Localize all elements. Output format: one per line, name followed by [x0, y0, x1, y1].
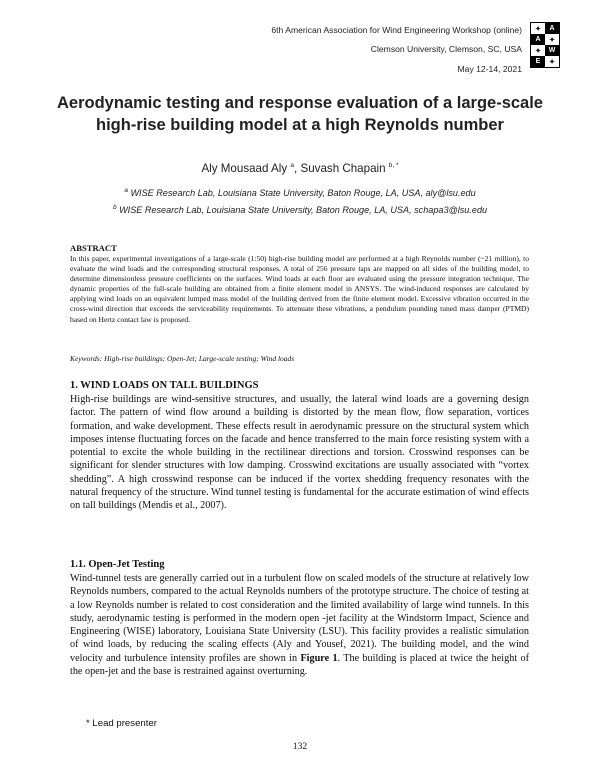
author-2-affil-mark: b, *	[388, 162, 399, 170]
author-1-affil-mark: a	[290, 162, 295, 170]
affiliation-text: WISE Research Lab, Louisiana State University, Baton Rouge, LA, USA, schapa3@lsu.edu	[119, 205, 488, 215]
affiliation-mark: b	[112, 203, 117, 211]
figure-1-reference: Figure 1	[300, 652, 338, 664]
abstract-heading: ABSTRACT	[70, 243, 117, 253]
author-list	[0, 162, 600, 175]
page-number: 132	[292, 741, 308, 752]
title-line-1: Aerodynamic testing and response evaluation of a large-scale	[57, 94, 543, 112]
affiliation-a	[0, 188, 600, 198]
affiliation-mark: a	[124, 186, 128, 194]
logo-letter-a1: A	[545, 23, 559, 34]
author-separator: ,	[294, 162, 301, 175]
aawe-logo	[530, 22, 560, 68]
section-1-1-heading: 1.1. Open-Jet Testing	[70, 559, 165, 570]
author-1: Aly Mousaad Aly	[201, 162, 288, 175]
conference-name: 6th American Association for Wind Engineering Workshop (online)	[271, 25, 522, 35]
logo-ornament: ✦	[549, 58, 555, 66]
affiliation-text: WISE Research Lab, Louisiana State University, Baton Rouge, LA, USA, aly@lsu.edu	[130, 188, 476, 198]
footnote-lead-presenter: * Lead presenter	[86, 718, 157, 729]
section-1-1-text	[70, 572, 529, 678]
logo-ornament: ✦	[535, 25, 541, 33]
section-1-heading: 1. WIND LOADS ON TALL BUILDINGS	[70, 380, 259, 391]
logo-ornament: ✦	[535, 47, 541, 55]
logo-letter-e: E	[531, 56, 545, 67]
section-1-1-text-start: Wind-tunnel tests are generally carried out in a turbulent flow on scaled models of the structure at relatively low Reynolds numbers, compared to the actual Reynolds numbers of the prototype structure. The choice of testing at a low Reynolds number is related to cost consideration and the limited availability of large wind tunnels. In this study, aerodynamic testing is performed in the modern open -jet facility at the Windstorm Impact, Science and Engineering (WISE) laboratory, Louisiana State University (LSU). This facility provides a realistic simulation of wind loads, by reducing the scaling effects (Aly and Yousef, 2021). The building model, and the wind velocity and turbulence intensity profiles are shown in	[70, 573, 529, 664]
author-2: Suvash Chapain	[300, 162, 386, 175]
abstract-text: In this paper, experimental investigations of a large-scale (1:50) high-rise building model are performed at a high Reynolds number (~21 million), to evaluate the wind loads and the corresponding structural responses. A total of 256 pressure taps are mapped on all sides of the building model, to determine dimensionless pressure coefficients on the surfaces. Wind loads at each floor are evaluated using the pressure integration technique. The dynamic properties of the full-scale building are obtained from a finite element model in ANSYS. The wind-induced responses are calculated by applying wind loads on an equivalent lumped mass model of the building derived from the finite element model. Excessive vibration occurred in the cross-wind direction that exceeds the serviceability requirements. To attenuate these vibrations, a pendulum pounding tuned mass damper (PTMD) based on Hertz contact law is proposed.	[70, 254, 529, 324]
section-1-text: High-rise buildings are wind-sensitive structures, and usually, the lateral wind loads are a governing design factor. The pattern of wind flow around a building is distorted by the mean flow, flow separation, vortices formation, and wake development. These effects result in aerodynamic pressure on the structural system which imposes intense fluctuating forces on the facade and hence transferred to the main force resisting system with a potential to excite the whole building in the rectilinear directions and torsion. Crosswind responses can be significant for slender structures with low damping. Crosswind excitations are usually associated with “vortex shedding”. A high crosswind response can be induced if the vortex shedding frequency resonates with the natural frequency of the structure. Wind tunnel testing is fundamental for the accurate estimation of wind effects on tall buildings (Mendis et al., 2007).	[70, 394, 529, 512]
section-1-1-text-end: . The building is placed at twice the height of the open-jet and the base is restrained against overturning.	[70, 652, 529, 678]
logo-ornament: ✦	[549, 36, 555, 44]
keywords: Keywords: High-rise buildings; Open-Jet; Large-scale testing; Wind loads	[70, 354, 295, 363]
conference-dates: May 12-14, 2021	[457, 64, 522, 74]
logo-letter-w: W	[545, 45, 559, 56]
paper-title	[40, 92, 560, 136]
title-line-2: high-rise building model at a high Reynolds number	[96, 116, 504, 134]
conference-location: Clemson University, Clemson, SC, USA	[370, 44, 522, 54]
affiliation-b	[0, 205, 600, 215]
logo-letter-a2: A	[531, 34, 545, 45]
